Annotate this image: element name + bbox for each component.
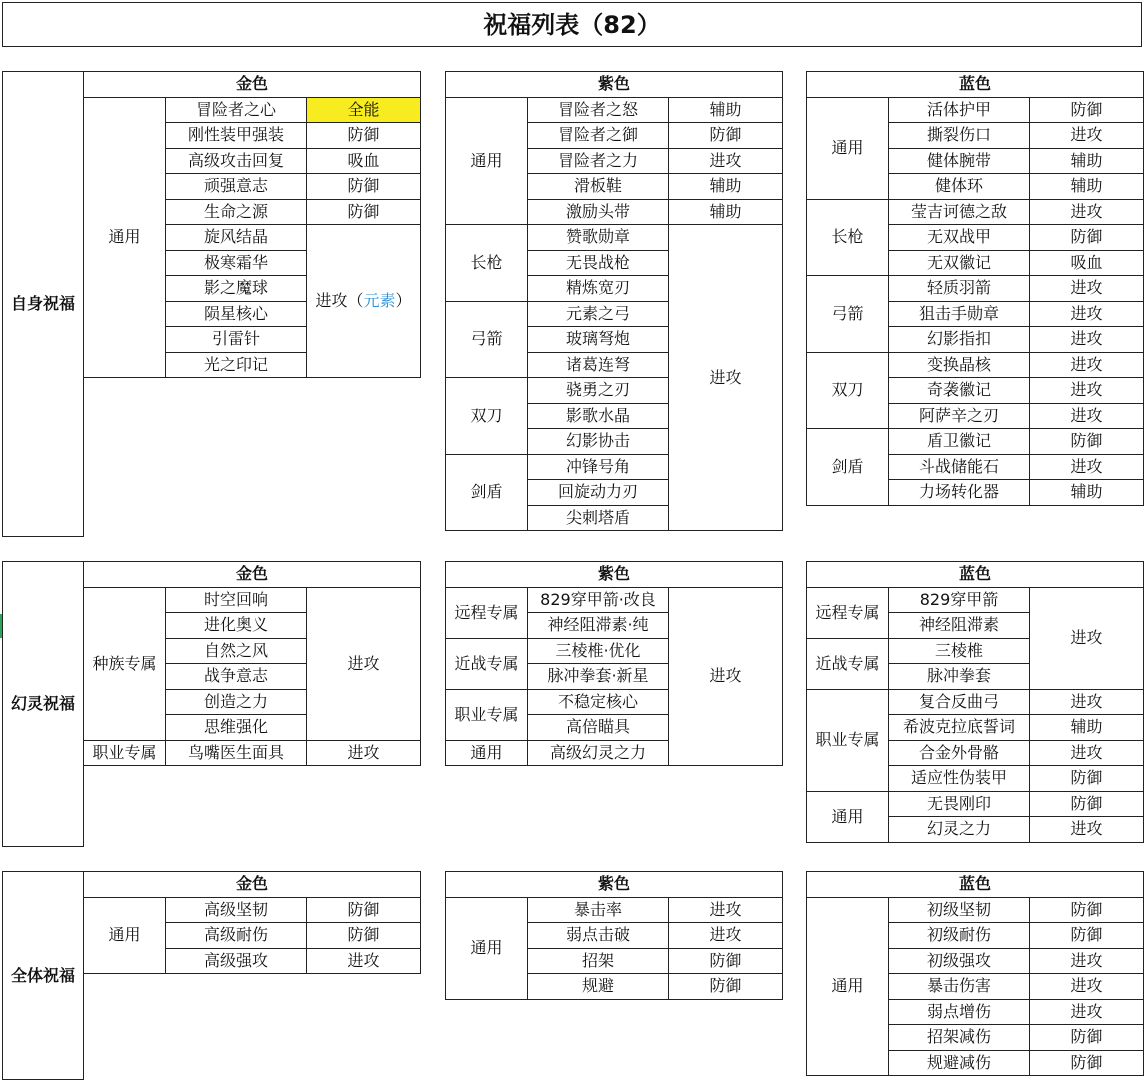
blessing-type: 进攻 <box>1029 352 1144 379</box>
blessing-name[interactable]: 三棱椎 <box>888 638 1030 665</box>
blessing-name[interactable]: 幻影协击 <box>527 428 669 455</box>
blessing-name[interactable]: 激励头带 <box>527 199 669 226</box>
group-label: 近战专属 <box>806 638 889 690</box>
blessing-type: 辅助 <box>668 97 783 124</box>
blessing-name[interactable]: 高倍瞄具 <box>527 714 669 741</box>
blessing-type: 进攻 <box>1029 689 1144 716</box>
blessing-name[interactable]: 招架减伤 <box>888 1024 1030 1051</box>
blessing-name[interactable]: 生命之源 <box>165 199 307 226</box>
blessing-type: 进攻 <box>668 897 783 924</box>
blessing-type: 进攻 <box>1029 377 1144 404</box>
blessing-type-main: 进攻（ <box>315 291 364 310</box>
blessing-name[interactable]: 复合反曲弓 <box>888 689 1030 716</box>
blessing-type: 防御 <box>668 122 783 149</box>
blessing-name[interactable]: 自然之风 <box>165 638 307 665</box>
blessing-name[interactable]: 冒险者之力 <box>527 148 669 175</box>
group-label: 通用 <box>806 97 889 200</box>
blessing-type: 进攻 <box>306 587 421 741</box>
blessing-name[interactable]: 进化奥义 <box>165 612 307 639</box>
blessing-name[interactable]: 思维强化 <box>165 714 307 741</box>
blessing-type: 进攻 <box>1029 948 1144 975</box>
blessing-name[interactable]: 影歌水晶 <box>527 403 669 430</box>
blessing-name[interactable]: 赞歌勋章 <box>527 224 669 251</box>
section-label: 自身祝福 <box>2 71 84 537</box>
blessing-type: 防御 <box>1029 765 1144 792</box>
blessing-type: 防御 <box>1029 897 1144 924</box>
blessing-type: 进攻 <box>306 948 421 975</box>
blessing-name[interactable]: 滑板鞋 <box>527 173 669 200</box>
blessing-name[interactable]: 神经阻滞素 <box>888 612 1030 639</box>
blessing-type: 辅助 <box>668 173 783 200</box>
blessing-name[interactable]: 撕裂伤口 <box>888 122 1030 149</box>
group-label: 通用 <box>83 97 166 379</box>
blessing-type: 进攻 <box>1029 122 1144 149</box>
blessing-name[interactable]: 冲锋号角 <box>527 454 669 481</box>
blessing-type: 辅助 <box>668 199 783 226</box>
section-label: 幻灵祝福 <box>2 561 84 847</box>
blessing-type-end: ） <box>395 291 412 310</box>
blessing-type: 进攻 <box>1029 301 1144 328</box>
blessing-name[interactable]: 引雷针 <box>165 326 307 353</box>
blessing-name[interactable]: 健体腕带 <box>888 148 1030 175</box>
blessing-type: 进攻 <box>1029 403 1144 430</box>
group-label: 远程专属 <box>806 587 889 639</box>
blue-tier-header: 蓝色 <box>806 71 1144 98</box>
blessing-name[interactable]: 冒险者之御 <box>527 122 669 149</box>
blessing-name[interactable]: 神经阻滞素·纯 <box>527 612 669 639</box>
blessing-name[interactable]: 变换晶核 <box>888 352 1030 379</box>
blessing-name[interactable]: 轻质羽箭 <box>888 275 1030 302</box>
blessing-name[interactable]: 战争意志 <box>165 663 307 690</box>
blessing-name[interactable]: 狙击手勋章 <box>888 301 1030 328</box>
group-label: 通用 <box>445 740 528 767</box>
blessing-name[interactable]: 莹吉诃德之敌 <box>888 199 1030 226</box>
blessing-type: 防御 <box>306 199 421 226</box>
page-title: 祝福列表（82） <box>2 2 1142 47</box>
blessing-name[interactable]: 三棱椎·优化 <box>527 638 669 665</box>
blessing-name[interactable]: 时空回响 <box>165 587 307 614</box>
blessing-type: 防御 <box>1029 224 1144 251</box>
group-label: 通用 <box>83 897 166 975</box>
blessing-name[interactable]: 高级坚韧 <box>165 897 307 924</box>
purple-tier-header: 紫色 <box>445 561 783 588</box>
blessing-name[interactable]: 829穿甲箭 <box>888 587 1030 614</box>
blessing-type: 防御 <box>1029 922 1144 949</box>
blessing-type: 进攻 <box>1029 816 1144 843</box>
blessing-type: 防御 <box>1029 1024 1144 1051</box>
blessing-name[interactable]: 骁勇之刃 <box>527 377 669 404</box>
blessing-name[interactable]: 冒险者之怒 <box>527 97 669 124</box>
blessing-name[interactable]: 高级强攻 <box>165 948 307 975</box>
blessing-name[interactable]: 奇袭徽记 <box>888 377 1030 404</box>
blessing-type: 进攻 <box>668 587 783 767</box>
blessing-name[interactable]: 无双战甲 <box>888 224 1030 251</box>
group-label: 长枪 <box>445 224 528 302</box>
blessing-type: 进攻 <box>306 740 421 767</box>
blessing-type: 防御 <box>306 897 421 924</box>
blessing-type: 防御 <box>306 173 421 200</box>
blessing-name[interactable]: 829穿甲箭·改良 <box>527 587 669 614</box>
blessing-name[interactable]: 弱点增伤 <box>888 999 1030 1026</box>
blessing-name[interactable]: 创造之力 <box>165 689 307 716</box>
blessing-type: 防御 <box>306 922 421 949</box>
blessing-name[interactable]: 初级强攻 <box>888 948 1030 975</box>
gold-tier-header: 金色 <box>83 871 421 898</box>
group-label: 弓箭 <box>806 275 889 353</box>
blessing-type: 辅助 <box>1029 479 1144 506</box>
blessing-name[interactable]: 合金外骨骼 <box>888 740 1030 767</box>
blessing-type: 全能 <box>306 97 421 124</box>
blessing-name[interactable]: 暴击伤害 <box>888 973 1030 1000</box>
blessing-type: 防御 <box>306 122 421 149</box>
blessing-name[interactable]: 高级攻击回复 <box>165 148 307 175</box>
blessing-name[interactable]: 刚性装甲强装 <box>165 122 307 149</box>
blessing-name[interactable]: 幻影指扣 <box>888 326 1030 353</box>
blessing-name[interactable]: 活体护甲 <box>888 97 1030 124</box>
blessing-name[interactable]: 初级坚韧 <box>888 897 1030 924</box>
blessing-name[interactable]: 不稳定核心 <box>527 689 669 716</box>
blessing-name[interactable]: 旋风结晶 <box>165 224 307 251</box>
blessing-type: 进攻 <box>1029 973 1144 1000</box>
blue-tier-header: 蓝色 <box>806 871 1144 898</box>
blessing-name[interactable]: 脉冲拳套 <box>888 663 1030 690</box>
blessing-type: 进攻 <box>1029 740 1144 767</box>
blessing-name[interactable]: 无畏刚印 <box>888 791 1030 818</box>
blessing-name[interactable]: 精炼宽刃 <box>527 275 669 302</box>
blessing-name[interactable]: 高级幻灵之力 <box>527 740 669 767</box>
group-label: 职业专属 <box>83 740 166 767</box>
group-label: 近战专属 <box>445 638 528 690</box>
blessing-name[interactable]: 光之印记 <box>165 352 307 379</box>
blessing-name[interactable]: 暴击率 <box>527 897 669 924</box>
purple-tier-header: 紫色 <box>445 871 783 898</box>
blessing-name[interactable]: 鸟嘴医生面具 <box>165 740 307 767</box>
blessing-type: 进攻 <box>668 224 783 531</box>
blessing-type: 进攻 <box>1029 999 1144 1026</box>
group-label: 双刀 <box>806 352 889 430</box>
group-label: 远程专属 <box>445 587 528 639</box>
blessing-type: 防御 <box>668 973 783 1000</box>
blessing-name[interactable]: 尖刺塔盾 <box>527 505 669 532</box>
group-label: 职业专属 <box>445 689 528 741</box>
blessing-name[interactable]: 盾卫徽记 <box>888 428 1030 455</box>
blessing-name[interactable]: 极寒霜华 <box>165 250 307 277</box>
purple-tier-header: 紫色 <box>445 71 783 98</box>
blessing-name[interactable]: 规避 <box>527 973 669 1000</box>
gold-tier-header: 金色 <box>83 561 421 588</box>
blessing-name[interactable]: 斗战储能石 <box>888 454 1030 481</box>
blessing-name[interactable]: 高级耐伤 <box>165 922 307 949</box>
group-label: 通用 <box>445 97 528 226</box>
blessing-type: 进攻 <box>668 148 783 175</box>
blue-tier-header: 蓝色 <box>806 561 1144 588</box>
blessing-type: 吸血 <box>1029 250 1144 277</box>
blessing-name[interactable]: 冒险者之心 <box>165 97 307 124</box>
blessing-type: 进攻 <box>1029 326 1144 353</box>
group-label: 长枪 <box>806 199 889 277</box>
group-label: 通用 <box>445 897 528 1000</box>
blessing-name[interactable]: 力场转化器 <box>888 479 1030 506</box>
blessing-name[interactable]: 顽强意志 <box>165 173 307 200</box>
blessing-type-element: 元素 <box>363 291 396 310</box>
blessing-type: 防御 <box>1029 428 1144 455</box>
blessing-name[interactable]: 玻璃弩炮 <box>527 326 669 353</box>
group-label: 双刀 <box>445 377 528 455</box>
blessing-name[interactable]: 元素之弓 <box>527 301 669 328</box>
blessing-name[interactable]: 无畏战枪 <box>527 250 669 277</box>
group-label: 通用 <box>806 897 889 1077</box>
blessing-type: 进攻 <box>1029 454 1144 481</box>
blessing-name[interactable]: 回旋动力刃 <box>527 479 669 506</box>
group-label: 种族专属 <box>83 587 166 741</box>
gold-tier-header: 金色 <box>83 71 421 98</box>
blessing-type: 防御 <box>1029 791 1144 818</box>
blessing-name[interactable]: 影之魔球 <box>165 275 307 302</box>
blessing-name[interactable]: 陨星核心 <box>165 301 307 328</box>
blessing-name[interactable]: 无双徽记 <box>888 250 1030 277</box>
blessing-name[interactable]: 适应性伪装甲 <box>888 765 1030 792</box>
blessing-name[interactable]: 规避减伤 <box>888 1050 1030 1077</box>
blessing-type: 吸血 <box>306 148 421 175</box>
blessing-type: 防御 <box>1029 97 1144 124</box>
blessing-type: 辅助 <box>1029 173 1144 200</box>
group-label: 剑盾 <box>445 454 528 532</box>
group-label: 通用 <box>806 791 889 843</box>
blessing-type <box>306 224 421 378</box>
group-label: 弓箭 <box>445 301 528 379</box>
blessing-name[interactable]: 阿萨辛之刃 <box>888 403 1030 430</box>
blessing-name[interactable]: 招架 <box>527 948 669 975</box>
section-label: 全体祝福 <box>2 871 84 1080</box>
blessing-type: 进攻 <box>1029 275 1144 302</box>
blessing-name[interactable]: 初级耐伤 <box>888 922 1030 949</box>
blessing-type: 进攻 <box>668 922 783 949</box>
blessing-name[interactable]: 脉冲拳套·新星 <box>527 663 669 690</box>
blessing-type: 防御 <box>668 948 783 975</box>
blessing-name[interactable]: 弱点击破 <box>527 922 669 949</box>
blessing-name[interactable]: 健体环 <box>888 173 1030 200</box>
blessing-type: 辅助 <box>1029 714 1144 741</box>
group-label: 剑盾 <box>806 428 889 506</box>
blessing-name[interactable]: 希波克拉底誓词 <box>888 714 1030 741</box>
blessing-name[interactable]: 幻灵之力 <box>888 816 1030 843</box>
blessing-name[interactable]: 诸葛连弩 <box>527 352 669 379</box>
group-label: 职业专属 <box>806 689 889 792</box>
blessing-type: 进攻 <box>1029 199 1144 226</box>
blessing-type: 防御 <box>1029 1050 1144 1077</box>
blessing-type: 进攻 <box>1029 587 1144 690</box>
blessing-type: 辅助 <box>1029 148 1144 175</box>
